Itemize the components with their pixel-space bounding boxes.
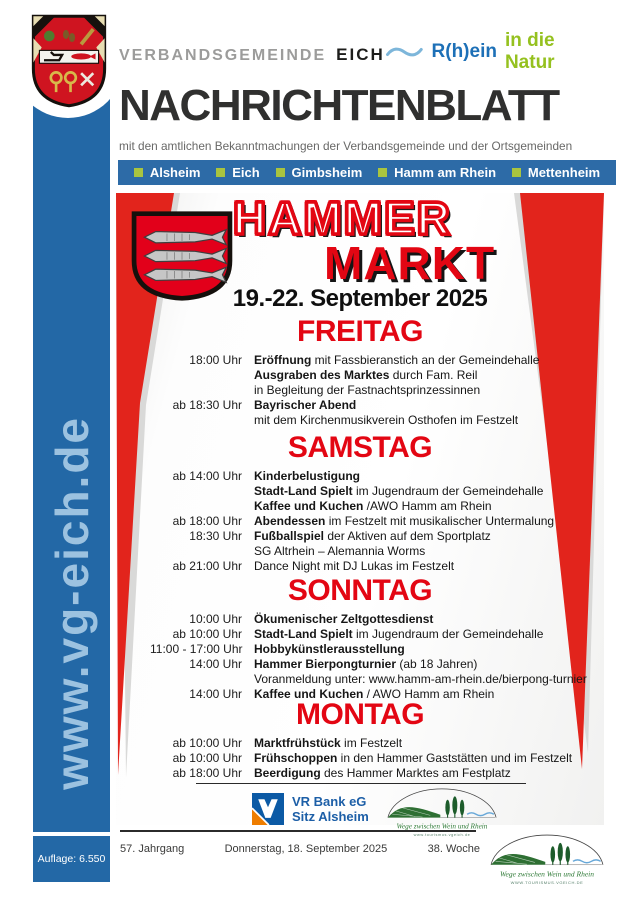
event-cell (254, 368, 604, 398)
org-name-gray: VERBANDSGEMEINDE (119, 47, 327, 64)
vr-bank-location: Sitz Alsheim (292, 809, 369, 824)
event-line: Dance Night mit DJ Lukas im Festzelt (254, 559, 455, 573)
nav-item-label: Alsheim (149, 165, 201, 180)
schedule-row (150, 657, 604, 687)
poster-title-markt: MARKT (324, 237, 496, 289)
bullet-square-icon (216, 168, 225, 177)
event-line: Frühschoppen in den Hammer Gaststätten und im Festzelt (254, 751, 573, 765)
event-cell (254, 514, 604, 529)
schedule-row (150, 353, 604, 368)
masthead (119, 30, 597, 153)
event-line: Hammer Bierpongturnier (ab 18 Jahren) (254, 657, 478, 671)
auflage-label: Auflage: 6.550 (37, 853, 106, 865)
nav-item-hamm-am-rhein[interactable] (378, 165, 496, 180)
time-cell: 18:00 Uhr (189, 353, 242, 367)
time-cell: ab 21:00 Uhr (172, 559, 242, 573)
event-line: Stadt-Land Spielt im Jugendraum der Gemeindehalle (254, 484, 544, 498)
nav-bar (118, 160, 616, 185)
schedule-row (150, 751, 604, 766)
event-line: Kaffee und Kuchen /AWO Hamm am Rhein (254, 499, 492, 513)
footer-tourism-slogan: Wege zwischen Wein und Rhein (499, 869, 595, 879)
day-heading: SAMSTAG (287, 431, 433, 464)
footer-tourism-url: WWW.TOURISMUS.VGEICH.DE (510, 879, 584, 885)
time-cell: ab 18:30 Uhr (172, 398, 242, 412)
footer-jahrgang: 57. Jahrgang (120, 843, 185, 855)
vr-bank-logo-icon (252, 793, 284, 825)
schedule-row (150, 529, 604, 559)
footer-divider (120, 830, 476, 832)
day-section-samstag (116, 431, 604, 574)
page-title: NACHRICHTENBLATT (119, 81, 559, 130)
time-cell: 11:00 - 17:00 Uhr (150, 642, 243, 656)
schedule-row (150, 514, 604, 529)
vg-eich-coat-of-arms-icon (31, 14, 107, 108)
event-cell (254, 627, 604, 642)
event-cell (254, 559, 604, 574)
event-line: Stadt-Land Spielt im Jugendraum der Gemeindehalle (254, 627, 544, 641)
event-line: Kaffee und Kuchen / AWO Hamm am Rhein (254, 687, 495, 701)
event-line: mit dem Kirchenmusikverein Osthofen im Festzelt (254, 413, 519, 427)
nav-item-label: Eich (232, 165, 260, 180)
day-heading: SONNTAG (287, 574, 433, 607)
nav-item-alsheim[interactable] (134, 165, 201, 180)
time-cell: ab 18:00 Uhr (172, 766, 242, 780)
event-line: in Begleitung der Fastnachtsprinzessinnen (254, 383, 481, 397)
event-cell (254, 612, 604, 627)
schedule-row (150, 398, 604, 428)
schedule-row (150, 736, 604, 751)
bullet-square-icon (276, 168, 285, 177)
org-name-black: EICH (336, 45, 385, 64)
nav-item-label: Gimbsheim (291, 165, 363, 180)
vg-eich-url[interactable]: www.vg-eich.de (45, 416, 98, 790)
vr-bank-sponsor (252, 793, 369, 825)
time-cell (150, 484, 242, 499)
day-section-freitag (116, 315, 604, 428)
time-cell: 10:00 Uhr (189, 612, 242, 626)
schedule-row (150, 484, 604, 499)
day-heading: MONTAG (295, 698, 425, 731)
event-line: Hobbykünstlerausstellung (254, 642, 405, 656)
event-cell (254, 751, 604, 766)
schedule-row (150, 766, 604, 781)
event-cell (254, 736, 604, 751)
nav-item-eich[interactable] (216, 165, 259, 180)
event-line: Beerdigung des Hammer Marktes am Festplatz (254, 766, 511, 780)
nav-item-label: Hamm am Rhein (394, 165, 497, 180)
time-cell: ab 10:00 Uhr (172, 627, 242, 641)
schedule-row (150, 499, 604, 514)
time-cell (150, 499, 242, 514)
nav-item-label: Mettenheim (527, 165, 601, 180)
event-cell (254, 529, 604, 559)
time-cell: ab 14:00 Uhr (172, 469, 242, 483)
event-line: Marktfrühstück im Festzelt (254, 736, 403, 750)
bullet-square-icon (378, 168, 387, 177)
hammer-markt-poster (116, 192, 604, 837)
poster-title-hammer: HAMMER (233, 192, 452, 244)
page-subtitle: mit den amtlichen Bekanntmachungen der Verbandsgemeinde und der Ortsgemeinden (119, 139, 573, 153)
slogan-natur: in die Natur (504, 30, 555, 73)
event-cell (254, 484, 604, 499)
event-cell (254, 398, 604, 428)
time-cell: 18:30 Uhr (189, 529, 242, 543)
event-line: Ausgraben des Marktes durch Fam. Reil (254, 368, 478, 382)
time-cell: 14:00 Uhr (189, 687, 242, 701)
event-line: Fußballspiel der Aktiven auf dem Sportplatz (254, 529, 491, 543)
event-line: Voranmeldung unter: www.hamm-am-rhein.de/bierpong-turnier (254, 672, 587, 686)
schedule-row (150, 642, 604, 657)
bullet-square-icon (134, 168, 143, 177)
nav-item-mettenheim[interactable] (512, 165, 600, 180)
day-section-montag (116, 698, 604, 781)
nav-item-gimbsheim[interactable] (276, 165, 363, 180)
wave-icon (385, 44, 424, 60)
event-cell (254, 657, 604, 687)
poster-date-range: 19.-22. September 2025 (232, 285, 488, 312)
sidebar-url-wrap (33, 99, 110, 832)
time-cell: ab 18:00 Uhr (172, 514, 242, 528)
event-cell (254, 642, 604, 657)
event-line: Eröffnung mit Fassbieranstich an der Gemeindehalle (254, 353, 540, 367)
schedule-row (150, 627, 604, 642)
event-cell (254, 499, 604, 514)
time-cell (150, 368, 242, 398)
event-cell (254, 353, 604, 368)
footer-woche: 38. Woche (427, 843, 480, 855)
bullet-square-icon (512, 168, 521, 177)
event-line: Bayrischer Abend (254, 398, 357, 412)
time-cell: ab 10:00 Uhr (172, 736, 242, 750)
schedule-row (150, 559, 604, 574)
schedule-row (150, 469, 604, 484)
day-heading: FREITAG (297, 315, 423, 348)
schedule-row (150, 612, 604, 627)
event-line: Kinderbelustigung (254, 469, 360, 483)
event-cell (254, 766, 604, 781)
tourism-logo-footer-icon (486, 829, 608, 889)
time-cell: ab 10:00 Uhr (172, 751, 242, 765)
day-section-sonntag (116, 574, 604, 702)
vr-bank-name: VR Bank eG (292, 794, 367, 809)
event-cell (254, 469, 604, 484)
time-cell: 14:00 Uhr (189, 657, 242, 671)
tourism-url: www.tourismus.vgeich.de (413, 831, 471, 837)
tourism-slogan: Wege zwischen Wein und Rhein (396, 822, 488, 831)
event-line: SG Altrhein – Alemannia Worms (254, 544, 426, 558)
footer-date: Donnerstag, 18. September 2025 (224, 843, 388, 855)
schedule-row (150, 368, 604, 398)
auflage-badge (33, 836, 110, 882)
event-line: Abendessen im Festzelt mit musikalischer Untermalung (254, 514, 555, 528)
footer-info (120, 843, 480, 855)
slogan-rhein: R(h)ein (431, 41, 497, 62)
event-line: Ökumenischer Zeltgottesdienst (254, 612, 434, 626)
